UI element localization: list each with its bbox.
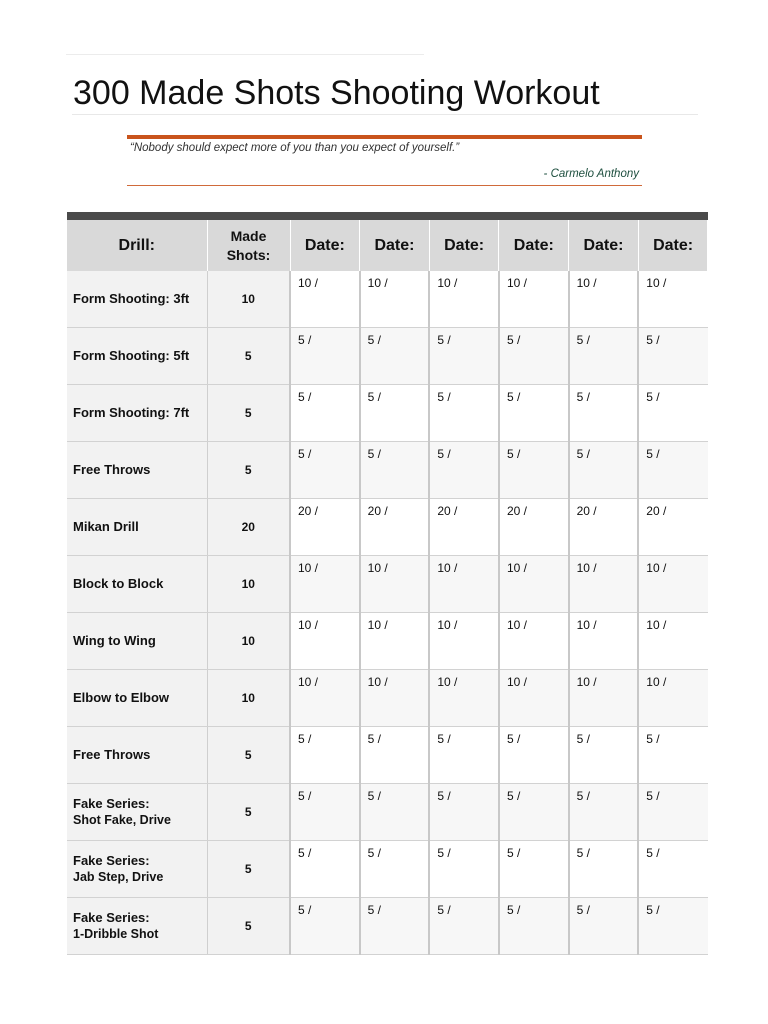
date-entry-cell[interactable]: 10 / <box>499 613 569 670</box>
date-entry-cell[interactable]: 10 / <box>638 271 708 328</box>
date-entry-cell[interactable]: 5 / <box>499 727 569 784</box>
date-entry-cell[interactable]: 5 / <box>638 727 708 784</box>
quote-author: - Carmelo Anthony <box>543 168 639 180</box>
made-shots-cell: 10 <box>207 556 290 613</box>
date-entry-cell[interactable]: 10 / <box>290 271 360 328</box>
drill-name: Free Throws <box>73 747 151 762</box>
date-entry-cell[interactable]: 5 / <box>569 442 639 499</box>
drill-name: Free Throws <box>73 462 151 477</box>
page-title: 300 Made Shots Shooting Workout <box>73 74 600 112</box>
made-shots-cell: 5 <box>207 727 290 784</box>
table-row <box>67 328 708 385</box>
date-entry-cell[interactable]: 5 / <box>569 841 639 898</box>
date-entry-cell[interactable]: 5 / <box>290 442 360 499</box>
date-entry-cell[interactable]: 5 / <box>638 784 708 841</box>
date-entry-cell[interactable]: 20 / <box>290 499 360 556</box>
made-shots-cell: 5 <box>207 898 290 955</box>
header-date: Date: <box>360 220 430 271</box>
table-row <box>67 727 708 784</box>
date-entry-cell[interactable]: 10 / <box>429 670 499 727</box>
made-shots-cell: 20 <box>207 499 290 556</box>
date-entry-cell[interactable]: 10 / <box>429 613 499 670</box>
drill-name-cell <box>67 385 207 442</box>
header-date: Date: <box>569 220 639 271</box>
header-drill: Drill: <box>67 220 207 271</box>
date-entry-cell[interactable]: 5 / <box>569 784 639 841</box>
top-divider <box>66 54 424 55</box>
drill-name-cell <box>67 328 207 385</box>
drill-name: Fake Series: <box>73 910 150 925</box>
drill-name-cell <box>67 670 207 727</box>
date-entry-cell[interactable]: 5 / <box>290 784 360 841</box>
date-entry-cell[interactable]: 20 / <box>429 499 499 556</box>
date-entry-cell[interactable]: 20 / <box>360 499 430 556</box>
date-entry-cell[interactable]: 10 / <box>569 613 639 670</box>
date-entry-cell[interactable]: 5 / <box>429 727 499 784</box>
date-entry-cell[interactable]: 5 / <box>360 841 430 898</box>
date-entry-cell[interactable]: 5 / <box>638 442 708 499</box>
date-entry-cell[interactable]: 10 / <box>638 556 708 613</box>
date-entry-cell[interactable]: 5 / <box>360 328 430 385</box>
date-entry-cell[interactable]: 10 / <box>360 670 430 727</box>
table-row <box>67 613 708 670</box>
header-date: Date: <box>638 220 708 271</box>
date-entry-cell[interactable]: 5 / <box>499 442 569 499</box>
header-made-line1: Made <box>230 227 267 244</box>
header-date: Date: <box>290 220 360 271</box>
date-entry-cell[interactable]: 5 / <box>638 385 708 442</box>
drill-name-cell <box>67 784 207 841</box>
date-entry-cell[interactable]: 5 / <box>360 898 430 955</box>
date-entry-cell[interactable]: 5 / <box>499 841 569 898</box>
table-row <box>67 442 708 499</box>
drill-subname: Jab Step, Drive <box>73 870 164 884</box>
date-entry-cell[interactable]: 5 / <box>569 328 639 385</box>
date-entry-cell[interactable]: 5 / <box>499 328 569 385</box>
date-entry-cell[interactable]: 20 / <box>499 499 569 556</box>
date-entry-cell[interactable]: 5 / <box>290 328 360 385</box>
drill-name: Form Shooting: 5ft <box>73 348 190 363</box>
header-made-line2: Shots: <box>226 246 271 263</box>
drill-subname: Shot Fake, Drive <box>73 813 171 827</box>
date-entry-cell[interactable]: 5 / <box>360 727 430 784</box>
date-entry-cell[interactable]: 5 / <box>638 328 708 385</box>
date-entry-cell[interactable]: 10 / <box>638 670 708 727</box>
drill-name-cell <box>67 613 207 670</box>
date-entry-cell[interactable]: 5 / <box>499 784 569 841</box>
date-entry-cell[interactable]: 10 / <box>360 271 430 328</box>
drill-name-cell <box>67 271 207 328</box>
made-shots-cell: 10 <box>207 271 290 328</box>
table-header-row <box>67 220 708 271</box>
date-entry-cell[interactable]: 5 / <box>569 898 639 955</box>
table-row <box>67 670 708 727</box>
date-entry-cell[interactable]: 10 / <box>569 556 639 613</box>
drill-name-cell <box>67 727 207 784</box>
drill-name: Fake Series: <box>73 853 150 868</box>
date-entry-cell[interactable]: 5 / <box>569 727 639 784</box>
date-entry-cell[interactable]: 10 / <box>429 556 499 613</box>
drill-name: Elbow to Elbow <box>73 690 170 705</box>
made-shots-cell: 5 <box>207 328 290 385</box>
date-entry-cell[interactable]: 5 / <box>290 898 360 955</box>
date-entry-cell[interactable]: 5 / <box>429 784 499 841</box>
date-entry-cell[interactable]: 5 / <box>429 841 499 898</box>
drill-name-cell <box>67 499 207 556</box>
date-entry-cell[interactable]: 5 / <box>290 385 360 442</box>
date-entry-cell[interactable]: 10 / <box>429 271 499 328</box>
date-entry-cell[interactable]: 5 / <box>290 727 360 784</box>
date-entry-cell[interactable]: 10 / <box>290 556 360 613</box>
date-entry-cell[interactable]: 10 / <box>569 670 639 727</box>
date-entry-cell[interactable]: 5 / <box>499 385 569 442</box>
date-entry-cell[interactable]: 10 / <box>360 556 430 613</box>
date-entry-cell[interactable]: 5 / <box>569 385 639 442</box>
date-entry-cell[interactable]: 10 / <box>499 271 569 328</box>
date-entry-cell[interactable]: 5 / <box>360 784 430 841</box>
workout-table-container <box>67 212 708 955</box>
workout-table <box>67 220 708 955</box>
date-entry-cell[interactable]: 5 / <box>429 442 499 499</box>
drill-subname: 1-Dribble Shot <box>73 927 159 941</box>
date-entry-cell[interactable]: 5 / <box>360 442 430 499</box>
made-shots-cell: 5 <box>207 784 290 841</box>
drill-name-cell <box>67 841 207 898</box>
date-entry-cell[interactable]: 10 / <box>290 670 360 727</box>
header-date: Date: <box>429 220 499 271</box>
made-shots-cell: 5 <box>207 442 290 499</box>
made-shots-cell: 10 <box>207 670 290 727</box>
date-entry-cell[interactable]: 10 / <box>360 613 430 670</box>
table-row <box>67 271 708 328</box>
quote-text: “Nobody should expect more of you than you expect of yourself.” <box>130 142 460 154</box>
drill-name-cell <box>67 556 207 613</box>
drill-name: Mikan Drill <box>73 519 139 534</box>
date-entry-cell[interactable]: 5 / <box>360 385 430 442</box>
table-row <box>67 784 708 841</box>
drill-name: Form Shooting: 7ft <box>73 405 190 420</box>
table-row <box>67 841 708 898</box>
drill-name: Fake Series: <box>73 796 150 811</box>
made-shots-cell: 5 <box>207 385 290 442</box>
date-entry-cell[interactable]: 20 / <box>638 499 708 556</box>
date-entry-cell[interactable]: 10 / <box>290 613 360 670</box>
date-entry-cell[interactable]: 5 / <box>499 898 569 955</box>
made-shots-cell: 5 <box>207 841 290 898</box>
date-entry-cell[interactable]: 5 / <box>429 898 499 955</box>
date-entry-cell[interactable]: 5 / <box>638 898 708 955</box>
header-date: Date: <box>499 220 569 271</box>
date-entry-cell[interactable]: 10 / <box>569 271 639 328</box>
table-row <box>67 385 708 442</box>
date-entry-cell[interactable]: 10 / <box>638 613 708 670</box>
date-entry-cell[interactable]: 5 / <box>638 841 708 898</box>
drill-name-cell <box>67 898 207 955</box>
quote-box <box>127 135 642 186</box>
drill-name-cell <box>67 442 207 499</box>
date-entry-cell[interactable]: 10 / <box>499 670 569 727</box>
table-row <box>67 499 708 556</box>
date-entry-cell[interactable]: 10 / <box>499 556 569 613</box>
table-row <box>67 556 708 613</box>
drill-name: Form Shooting: 3ft <box>73 291 190 306</box>
date-entry-cell[interactable]: 20 / <box>569 499 639 556</box>
table-body <box>67 271 708 955</box>
date-entry-cell[interactable]: 5 / <box>429 328 499 385</box>
table-row <box>67 898 708 955</box>
date-entry-cell[interactable]: 5 / <box>290 841 360 898</box>
made-shots-cell: 10 <box>207 613 290 670</box>
table-top-band <box>67 212 708 220</box>
drill-name: Wing to Wing <box>73 633 156 648</box>
header-made-shots <box>207 220 290 271</box>
drill-name: Block to Block <box>73 576 164 591</box>
title-divider <box>72 114 698 115</box>
date-entry-cell[interactable]: 5 / <box>429 385 499 442</box>
